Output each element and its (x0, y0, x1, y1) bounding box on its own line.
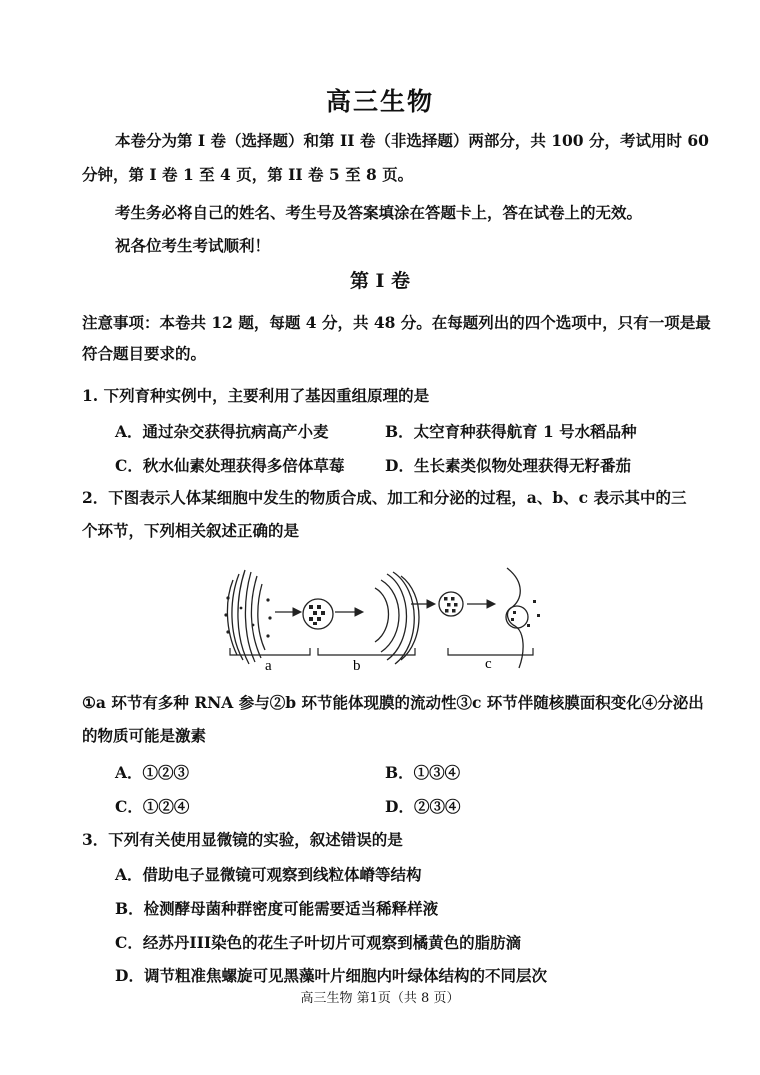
label-a: a (265, 658, 272, 674)
secretion-process-figure (215, 560, 545, 680)
intro-line-3: 考生务必将自己的姓名、考生号及答案填涂在答题卡上，答在试卷上的无效。 (115, 203, 643, 222)
bracket-c (448, 648, 533, 655)
q3-option-c: C．经苏丹III染色的花生子叶切片可观察到橘黄色的脂肪滴 (115, 933, 522, 952)
page-footer: 高三生物 第1页（共 8 页） (300, 991, 460, 1006)
notice-line-2: 符合题目要求的。 (82, 344, 207, 363)
q2-stem-line-2: 个环节，下列相关叙述正确的是 (82, 521, 300, 540)
cell-membrane-exocytosis (506, 568, 540, 668)
q3-option-b: B．检测酵母菌种群密度可能需要适当稀释样液 (115, 899, 439, 918)
arrow-3 (411, 600, 435, 608)
q2-statements-line-1: ①a 环节有多种 RNA 参与②b 环节能体现膜的流动性③c 环节伴随核膜面积变化④分泌出 (82, 693, 704, 712)
arrow-4 (467, 600, 495, 608)
q1-option-b: B．太空育种获得航育 1 号水稻品种 (385, 422, 637, 441)
q2-option-c: C．①②④ (115, 797, 190, 816)
vesicle-1 (303, 599, 333, 629)
q2-option-b: B．①③④ (385, 763, 461, 782)
q1-option-c: C．秋水仙素处理获得多倍体草莓 (115, 456, 345, 475)
vesicle-2 (439, 592, 463, 616)
bracket-b (318, 648, 415, 655)
arrow-1 (275, 608, 301, 616)
q1-option-d: D．生长素类似物处理获得无籽番茄 (385, 456, 631, 475)
page-title: 高三生物 (325, 87, 434, 116)
rough-er-illustration (227, 570, 265, 664)
bracket-a (230, 648, 310, 655)
q2-option-d: D．②③④ (385, 797, 461, 816)
q3-option-d: D．调节粗准焦螺旋可见黑藻叶片细胞内叶绿体结构的不同层次 (115, 966, 547, 985)
notice-line-1: 注意事项：本卷共 12 题，每题 4 分，共 48 分。在每题列出的四个选项中，只有一项是最 (82, 313, 711, 332)
intro-line-4: 祝各位考生考试顺利！ (115, 236, 271, 255)
golgi-illustration (375, 572, 419, 664)
q2-option-a: A．①②③ (115, 763, 190, 782)
q1-stem: 1. 下列育种实例中，主要利用了基因重组原理的是 (82, 386, 430, 405)
intro-line-2: 分钟，第 I 卷 1 至 4 页，第 II 卷 5 至 8 页。 (82, 165, 414, 184)
label-b: b (353, 658, 361, 674)
q3-stem: 3．下列有关使用显微镜的实验，叙述错误的是 (82, 830, 403, 849)
label-c: c (485, 656, 492, 672)
intro-line-1: 本卷分为第 I 卷（选择题）和第 II 卷（非选择题）两部分，共 100 分，考试用时 60 (115, 131, 709, 150)
q3-option-a: A．借助电子显微镜可观察到线粒体嵴等结构 (115, 865, 422, 884)
arrow-2 (335, 608, 363, 616)
section-title: 第 I 卷 (349, 270, 411, 292)
q1-option-a: A．通过杂交获得抗病高产小麦 (115, 422, 329, 441)
q2-stem-line-1: 2．下图表示人体某细胞中发生的物质合成、加工和分泌的过程，a、b、c 表示其中的三 (82, 488, 687, 507)
q2-statements-line-2: 的物质可能是激素 (82, 726, 207, 745)
